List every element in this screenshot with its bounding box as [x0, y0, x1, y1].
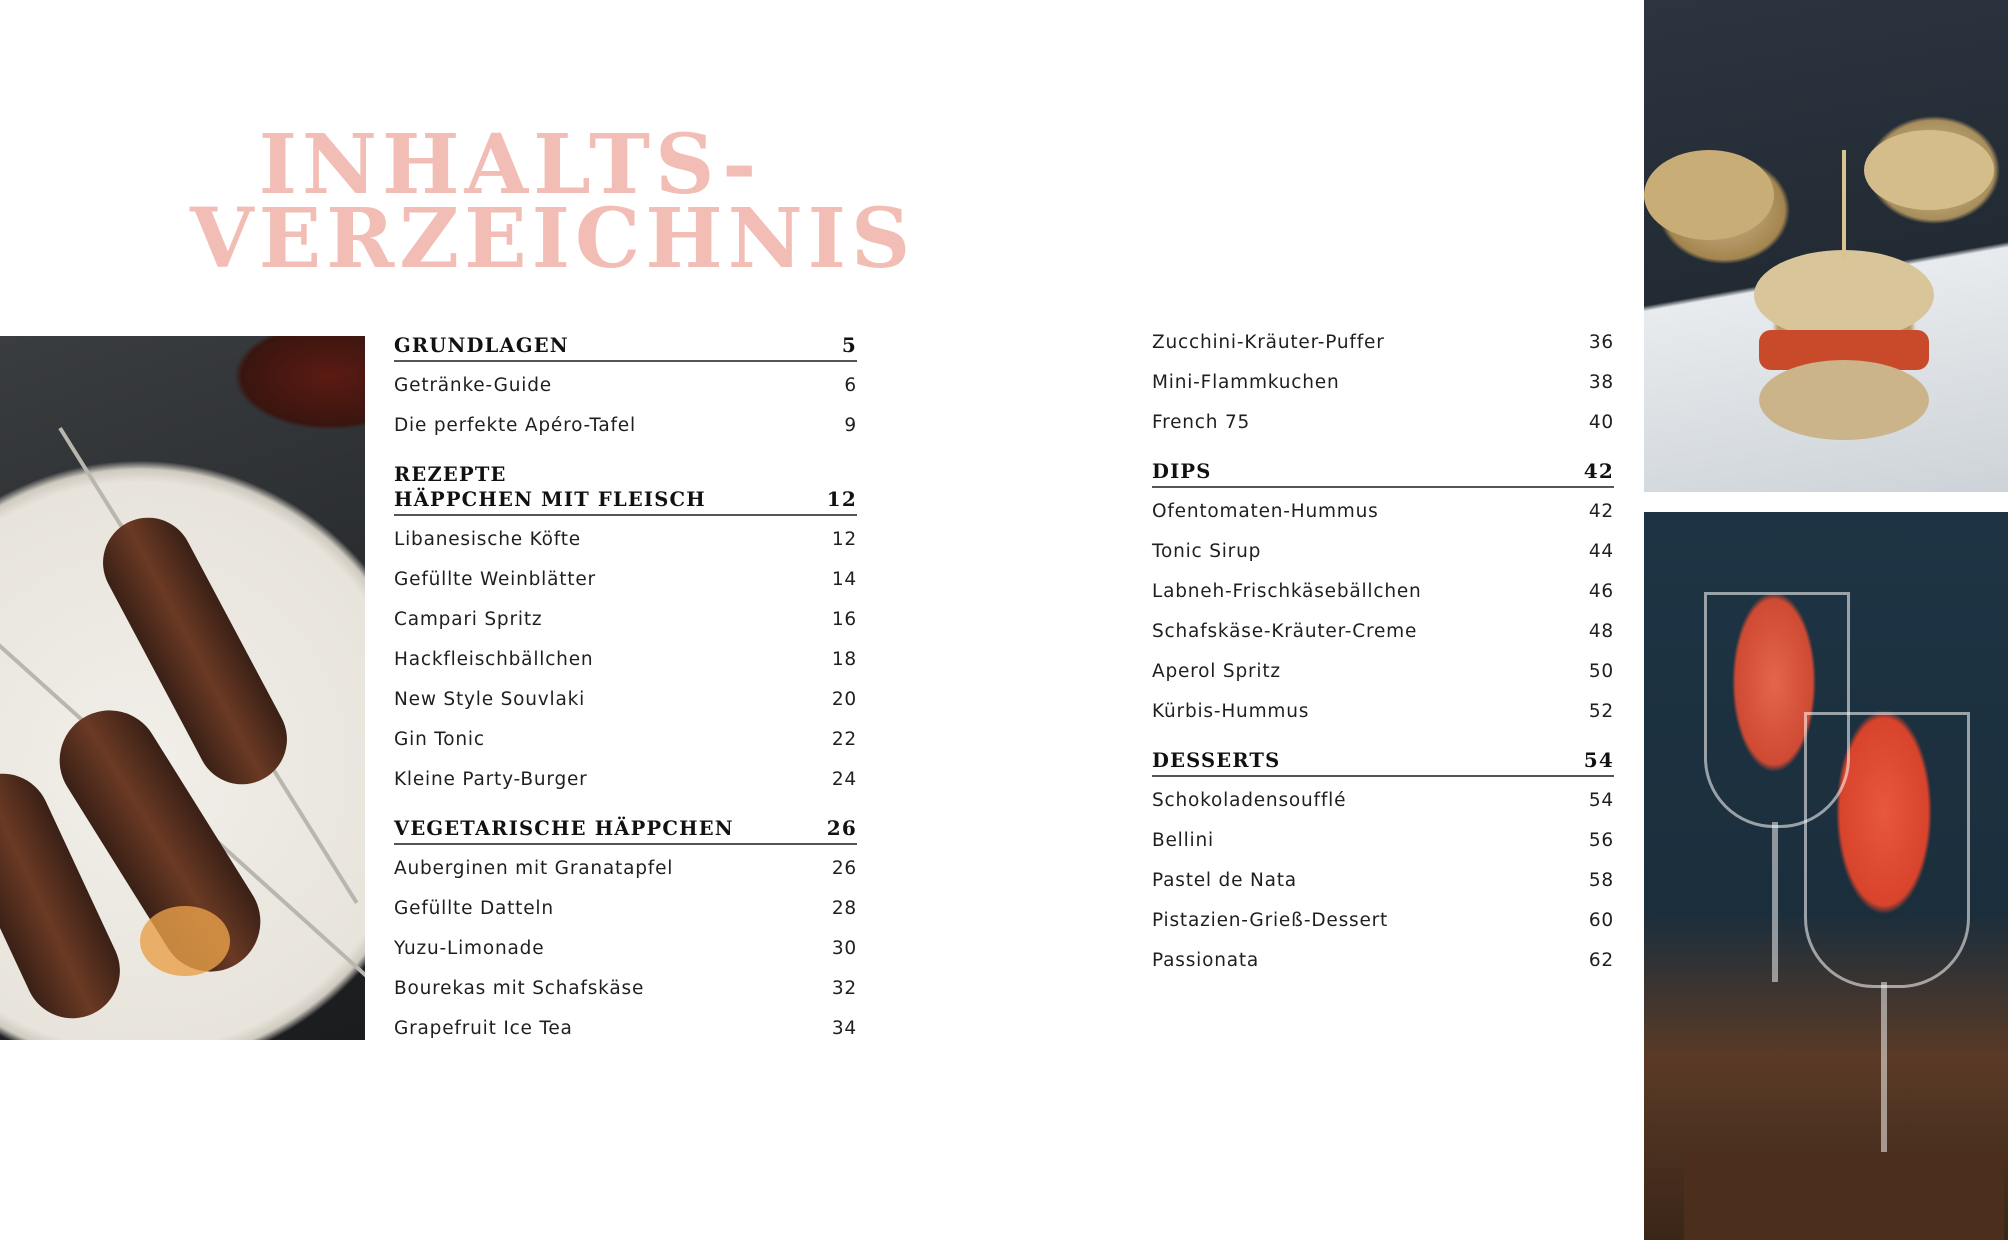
toc-entry [1152, 945, 1614, 985]
toc-entry [394, 370, 857, 410]
entry-label: Die perfekte Apéro-Tafel [394, 415, 636, 436]
burger-photo [1644, 0, 2008, 492]
section-page-number: 54 [1583, 748, 1614, 772]
entry-page-number: 52 [1588, 701, 1614, 722]
toc-entry [394, 893, 857, 933]
toc-entry [394, 684, 857, 724]
entry-label: Kürbis-Hummus [1152, 701, 1310, 722]
section-title: GRUNDLAGEN [394, 334, 569, 357]
toc-column-right [1152, 327, 1614, 997]
entry-page-number: 18 [831, 649, 857, 670]
toc-entry [394, 604, 857, 644]
entry-label: Pistazien-Grieß-Dessert [1152, 910, 1389, 931]
entry-page-number: 26 [831, 858, 857, 879]
toc-entry [1152, 536, 1614, 576]
entry-label: Schafskäse-Kräuter-Creme [1152, 621, 1418, 642]
section-title: DESSERTS [1152, 749, 1281, 772]
entry-page-number: 40 [1588, 412, 1614, 433]
entry-page-number: 54 [1588, 790, 1614, 811]
entry-page-number: 50 [1588, 661, 1614, 682]
toc-entry [394, 1013, 857, 1053]
entry-label: Aperol Spritz [1152, 661, 1281, 682]
entry-label: Auberginen mit Granatapfel [394, 858, 674, 879]
pick [1842, 150, 1846, 260]
glass-stem [1772, 822, 1778, 982]
toc-section [1152, 748, 1614, 985]
toc-entry [394, 644, 857, 684]
burger-bun [1754, 250, 1934, 340]
toc-entry [1152, 785, 1614, 825]
title-line-2: VERZEICHNIS [190, 191, 916, 287]
toc-column-left [394, 333, 857, 1065]
toc-entry [1152, 367, 1614, 407]
entry-label: French 75 [1152, 412, 1251, 433]
section-page-number: 12 [826, 487, 857, 511]
entry-page-number: 38 [1588, 372, 1614, 393]
section-heading [394, 816, 857, 845]
toc-entry [394, 564, 857, 604]
entry-label: Grapefruit Ice Tea [394, 1018, 573, 1039]
entry-label: Gin Tonic [394, 729, 485, 750]
section-heading [1152, 459, 1614, 488]
section-page-number: 5 [841, 333, 857, 357]
toc-section [394, 816, 857, 1053]
entry-label: Ofentomaten-Hummus [1152, 501, 1379, 522]
glass [1804, 712, 1970, 988]
section-page-number: 42 [1583, 459, 1614, 483]
toc-entry [1152, 825, 1614, 865]
section-page-number: 26 [826, 816, 857, 840]
entry-label: Libanesische Köfte [394, 529, 581, 550]
section-title: HÄPPCHEN MIT FLEISCH [394, 488, 706, 511]
entry-label: Gefüllte Weinblätter [394, 569, 596, 590]
burger-bun [1759, 360, 1929, 440]
entry-page-number: 56 [1588, 830, 1614, 851]
toc-entry [1152, 905, 1614, 945]
entry-page-number: 22 [831, 729, 857, 750]
toc-entry [1152, 696, 1614, 736]
toc-entry [394, 933, 857, 973]
burger-bun [1864, 130, 1994, 210]
toc-entry [1152, 656, 1614, 696]
toc-entry [1152, 407, 1614, 447]
section-heading [394, 462, 857, 516]
entry-label: Bellini [1152, 830, 1214, 851]
toc-entry [394, 764, 857, 804]
entry-page-number: 14 [831, 569, 857, 590]
entry-label: Campari Spritz [394, 609, 543, 630]
toc-section [394, 333, 857, 450]
entry-label: New Style Souvlaki [394, 689, 586, 710]
entry-label: Yuzu-Limonade [394, 938, 545, 959]
entry-label: Mini-Flammkuchen [1152, 372, 1340, 393]
entry-page-number: 20 [831, 689, 857, 710]
toc-entry [394, 853, 857, 893]
entry-page-number: 16 [831, 609, 857, 630]
entry-label: Bourekas mit Schafskäse [394, 978, 645, 999]
entry-label: Gefüllte Datteln [394, 898, 554, 919]
entry-page-number: 44 [1588, 541, 1614, 562]
entry-page-number: 60 [1588, 910, 1614, 931]
burger-bun [1644, 150, 1774, 240]
section-title: DIPS [1152, 460, 1212, 483]
toc-entry [1152, 327, 1614, 367]
entry-page-number: 48 [1588, 621, 1614, 642]
entry-page-number: 34 [831, 1018, 857, 1039]
toc-entry [394, 410, 857, 450]
entry-label: Pastel de Nata [1152, 870, 1297, 891]
entry-page-number: 62 [1588, 950, 1614, 971]
toc-section [1152, 459, 1614, 736]
glass-stem [1881, 982, 1887, 1172]
spritz-photo [1644, 512, 2008, 1240]
toc-section [394, 462, 857, 804]
toc-entry [1152, 616, 1614, 656]
entry-label: Tonic Sirup [1152, 541, 1262, 562]
toc-entry [394, 524, 857, 564]
wooden-board [1684, 1152, 2004, 1240]
entry-page-number: 12 [831, 529, 857, 550]
entry-page-number: 36 [1588, 332, 1614, 353]
section-title: VEGETARISCHE HÄPPCHEN [394, 817, 734, 840]
entry-page-number: 32 [831, 978, 857, 999]
toc-entry [1152, 496, 1614, 536]
entry-page-number: 30 [831, 938, 857, 959]
entry-label: Kleine Party-Burger [394, 769, 588, 790]
sauce [140, 906, 230, 976]
toc-entry [394, 973, 857, 1013]
page-title [190, 117, 916, 287]
title-line-1: INHALTS- [258, 117, 762, 213]
entry-page-number: 24 [831, 769, 857, 790]
section-title: REZEPTE [394, 463, 507, 486]
entry-label: Labneh-Frischkäsebällchen [1152, 581, 1422, 602]
entry-page-number: 58 [1588, 870, 1614, 891]
entry-label: Schokoladensoufflé [1152, 790, 1347, 811]
section-heading [394, 333, 857, 362]
entry-label: Getränke-Guide [394, 375, 552, 396]
section-heading [1152, 748, 1614, 777]
toc-section [1152, 327, 1614, 447]
entry-page-number: 28 [831, 898, 857, 919]
entry-page-number: 46 [1588, 581, 1614, 602]
toc-entry [1152, 576, 1614, 616]
entry-page-number: 42 [1588, 501, 1614, 522]
entry-label: Passionata [1152, 950, 1260, 971]
entry-label: Hackfleischbällchen [394, 649, 594, 670]
kebab-photo [0, 336, 365, 1040]
entry-page-number: 9 [844, 415, 857, 436]
toc-entry [1152, 865, 1614, 905]
toc-entry [394, 724, 857, 764]
entry-label: Zucchini-Kräuter-Puffer [1152, 332, 1385, 353]
entry-page-number: 6 [844, 375, 857, 396]
